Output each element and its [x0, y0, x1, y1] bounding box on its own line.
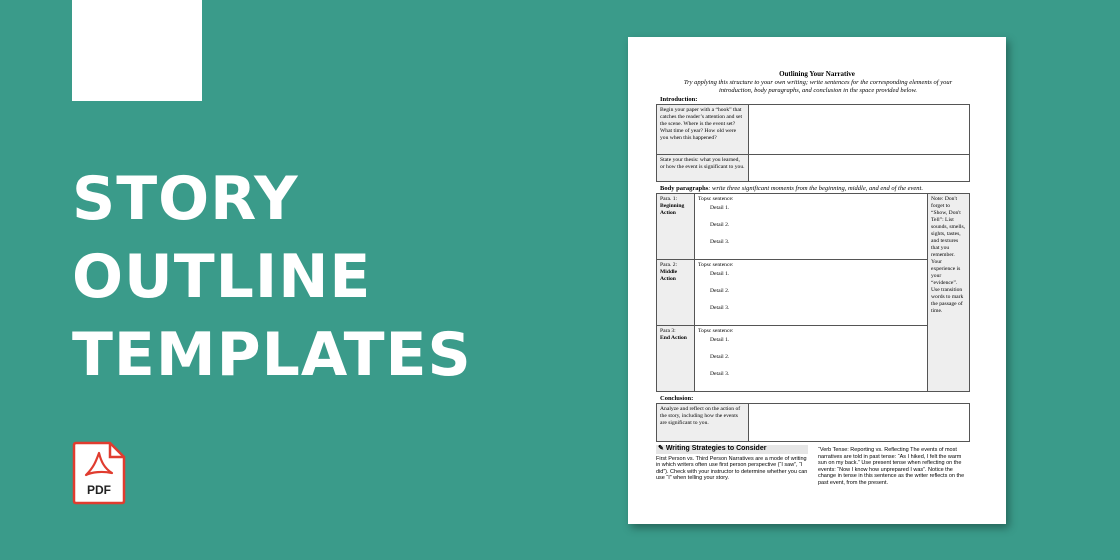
title-line-3: TEMPLATES: [72, 320, 472, 390]
conclusion-cell: Analyze and reflect on the action of the story, including how the events are significant to you.: [657, 404, 749, 442]
document-preview: [628, 37, 1006, 524]
para-1-body: Topsc sentence: Detail 1. Detail 2. Detail 3.: [695, 194, 928, 260]
body-table: [656, 193, 970, 392]
pdf-badge-label: PDF: [87, 483, 111, 497]
intro-thesis-cell: State your thesis: what you learned, or how the event is significant to you.: [657, 155, 749, 182]
strategy-left-text: First Person vs. Third Person Narratives are a mode of writing in which writers often use first person perspective (“I saw”, “I did”). Check with your instructor to determine whether you can use “I” when telling your story.: [656, 455, 808, 482]
para-2-label: Para. 2: Middle Action: [657, 260, 695, 326]
conclusion-table: [656, 403, 970, 442]
logo-placeholder: [72, 0, 202, 101]
intro-hook-cell: Begin your paper with a “hook” that catches the reader’s attention and set the scene. Where is the event set? What time of year? How old were you when this happened?: [657, 105, 749, 155]
strategies-left: [656, 445, 808, 482]
intro-heading: Introduction:: [660, 96, 698, 103]
conclusion-answer: [749, 404, 970, 442]
conclusion-heading: Conclusion:: [660, 395, 694, 402]
title-line-1: STORY: [72, 164, 299, 234]
doc-subtitle: Try applying this structure to your own writing; write sentences for the corresponding elements of your introduction, body paragraphs, and conclusion in the space provided below.: [683, 79, 953, 94]
para-1-label: Para. 1: Beginning Action: [657, 194, 695, 260]
intro-thesis-answer: [749, 155, 970, 182]
strategies-right: “Verb Tense: Reporting vs. Reflecting The events of most narratives are told in past tense: “As I hiked, I felt the warm sun on my back.” Use present tense when reflecting on the events: “Now I know how unprepared I was”. Notice the change in tense in this sentence as the writer reflects on the past event, from the present.: [818, 447, 965, 486]
doc-title: Outlining Your Narrative: [779, 70, 855, 78]
intro-table: [656, 104, 970, 182]
note-cell: Note: Don't forget to “Show, Don't Tell”: List sounds, smells, sights, tastes, and textures that you remember. Your experience is your “evidence”. Use transition words to mark the passage of time.: [928, 194, 970, 392]
para-3-label: Para 3: End Action: [657, 326, 695, 392]
pdf-file-icon: [72, 441, 126, 505]
intro-hook-answer: [749, 105, 970, 155]
para-3-body: Topsc sentence: Detail 1. Detail 2. Detail 3.: [695, 326, 928, 392]
title-line-2: OUTLINE: [72, 242, 372, 312]
strategies-heading: ✎ Writing Strategies to Consider: [656, 445, 808, 454]
pencil-icon: ✎: [658, 445, 664, 452]
body-heading: Body paragraphs: write three significant moments from the beginning, middle, and end of the event.: [660, 185, 923, 192]
banner-title: [72, 160, 472, 394]
para-2-body: Topsc sentence: Detail 1. Detail 2. Detail 3.: [695, 260, 928, 326]
